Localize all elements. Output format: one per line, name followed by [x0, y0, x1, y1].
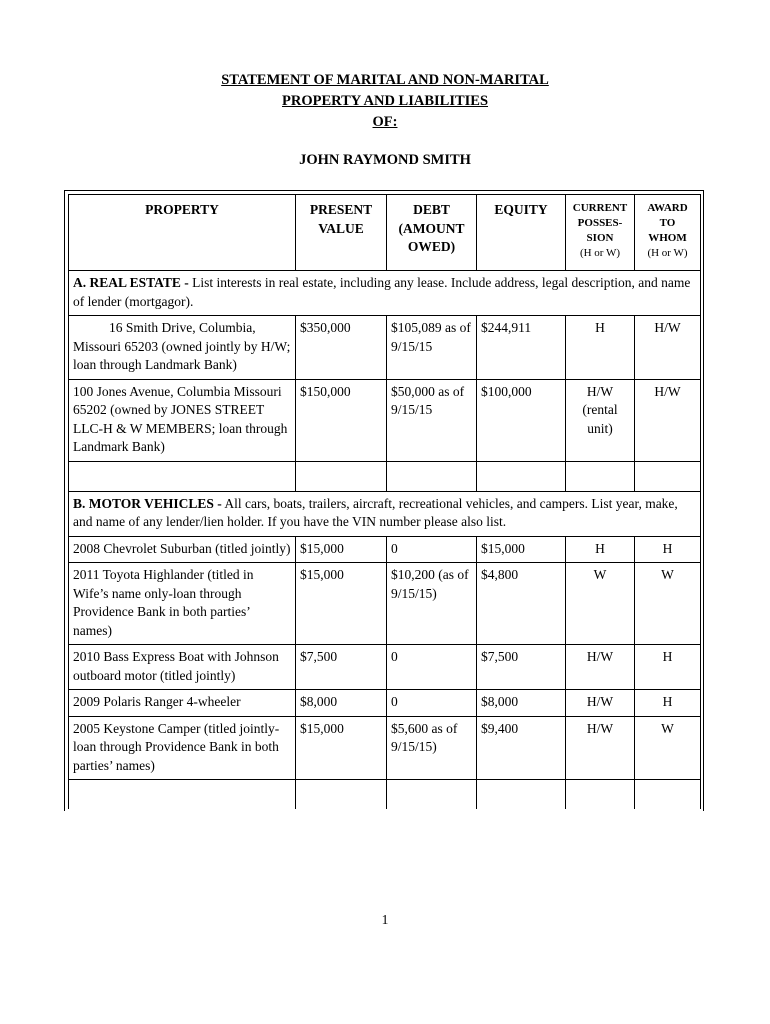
header-debt: DEBT (AMOUNT OWED) — [387, 195, 477, 271]
table-row — [69, 379, 701, 461]
header-award-to-whom: AWARD TO WHOM (H or W) — [635, 195, 701, 271]
title-line-1: STATEMENT OF MARITAL AND NON-MARITAL — [221, 72, 549, 88]
equity-cell: $8,000 — [477, 690, 566, 717]
equity-cell: $9,400 — [477, 716, 566, 780]
section-a-heading: A. REAL ESTATE - List interests in real estate, including any lease. Include address, legal description, and name of lender (mortgagor). — [69, 271, 701, 316]
property-cell: 2005 Keystone Camper (titled jointly-loan through Providence Bank in both parties’ names) — [69, 716, 296, 780]
table-row — [69, 536, 701, 563]
debt-cell: 0 — [387, 536, 477, 563]
value-cell: $15,000 — [296, 563, 387, 645]
header-equity: EQUITY — [477, 195, 566, 271]
possession-cell: H/W (rental unit) — [566, 379, 635, 461]
possession-cell: W — [566, 563, 635, 645]
value-cell: $15,000 — [296, 716, 387, 780]
header-present-value: PRESENT VALUE — [296, 195, 387, 271]
award-cell: W — [635, 716, 701, 780]
section-b-row — [69, 491, 701, 536]
property-cell: 2011 Toyota Highlander (titled in Wife’s name only-loan through Providence Bank in both parties’ names) — [69, 563, 296, 645]
property-cell: 16 Smith Drive, Columbia, Missouri 65203 (owned jointly by H/W; loan through Landmark Bank) — [69, 316, 296, 380]
debt-cell: $10,200 (as of 9/15/15) — [387, 563, 477, 645]
possession-cell: H/W — [566, 645, 635, 690]
award-cell: W — [635, 563, 701, 645]
debt-cell: $50,000 as of 9/15/15 — [387, 379, 477, 461]
value-cell: $15,000 — [296, 536, 387, 563]
equity-cell: $15,000 — [477, 536, 566, 563]
equity-cell: $244,911 — [477, 316, 566, 380]
debt-cell: $105,089 as of 9/15/15 — [387, 316, 477, 380]
debt-cell: $5,600 as of 9/15/15) — [387, 716, 477, 780]
title-line-2: PROPERTY AND LIABILITIES — [281, 93, 489, 109]
value-cell: $8,000 — [296, 690, 387, 717]
equity-cell: $7,500 — [477, 645, 566, 690]
table-row — [69, 316, 701, 380]
value-cell: $7,500 — [296, 645, 387, 690]
property-cell: 2009 Polaris Ranger 4-wheeler — [69, 690, 296, 717]
possession-cell: H/W — [566, 716, 635, 780]
debt-cell: 0 — [387, 645, 477, 690]
possession-cell: H — [566, 536, 635, 563]
page-number: 1 — [381, 912, 389, 927]
value-cell: $350,000 — [296, 316, 387, 380]
table-header-row — [69, 195, 701, 271]
award-cell: H — [635, 690, 701, 717]
table-row — [69, 690, 701, 717]
award-cell: H — [635, 536, 701, 563]
possession-cell: H — [566, 316, 635, 380]
equity-cell: $100,000 — [477, 379, 566, 461]
empty-row — [69, 780, 701, 810]
property-table — [68, 194, 701, 809]
value-cell: $150,000 — [296, 379, 387, 461]
award-cell: H/W — [635, 379, 701, 461]
award-cell: H/W — [635, 316, 701, 380]
property-cell: 100 Jones Avenue, Columbia Missouri 65202 (owned by JONES STREET LLC-H & W MEMBERS; loan through Landmark Bank) — [69, 379, 296, 461]
header-current-possession: CURRENT POSSES- SION (H or W) — [566, 195, 635, 271]
equity-cell: $4,800 — [477, 563, 566, 645]
empty-row — [69, 461, 701, 491]
section-b-heading: B. MOTOR VEHICLES - All cars, boats, trailers, aircraft, recreational vehicles, and campers. List year, make, and name of any lender/lien holder. If you have the VIN number please also list. — [69, 491, 701, 536]
document-title — [0, 70, 770, 133]
table-row — [69, 563, 701, 645]
title-line-3: OF: — [372, 114, 398, 130]
table-row — [69, 645, 701, 690]
header-property: PROPERTY — [69, 195, 296, 271]
award-cell: H — [635, 645, 701, 690]
debt-cell: 0 — [387, 690, 477, 717]
property-cell: 2008 Chevrolet Suburban (titled jointly) — [69, 536, 296, 563]
possession-cell: H/W — [566, 690, 635, 717]
section-a-row — [69, 271, 701, 316]
property-cell: 2010 Bass Express Boat with Johnson outboard motor (titled jointly) — [69, 645, 296, 690]
party-name: JOHN RAYMOND SMITH — [299, 152, 471, 168]
table-row — [69, 716, 701, 780]
